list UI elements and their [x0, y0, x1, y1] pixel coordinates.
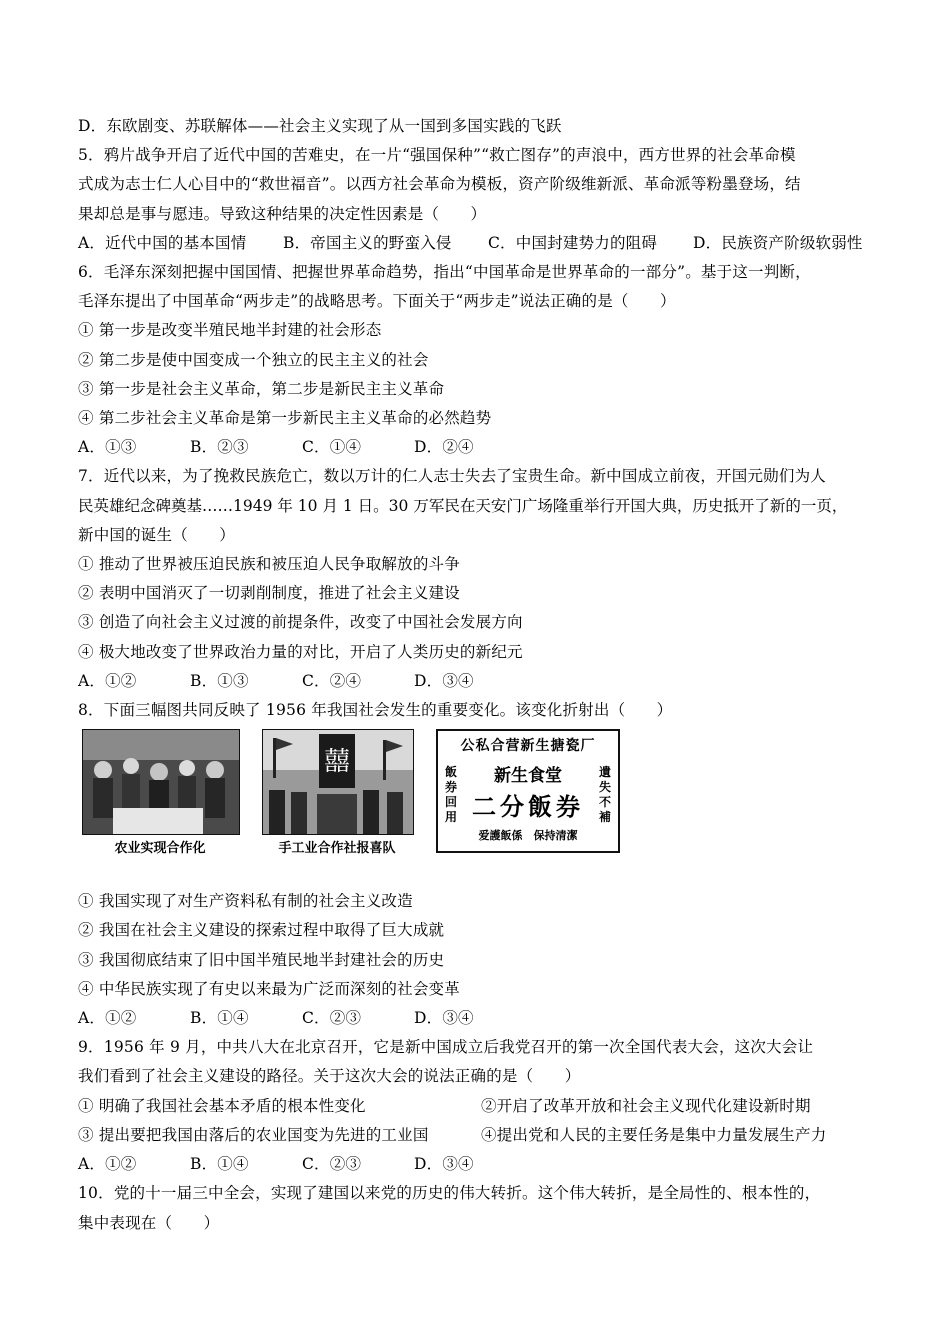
q6-item-2: ② 第二步是使中国变成一个独立的民主主义的社会	[78, 350, 429, 369]
q7-item-2: ② 表明中国消灭了一切剥削制度，推进了社会主义建设	[78, 584, 460, 603]
coupon-value: 二分飯券	[472, 792, 584, 822]
q5-option-b[interactable]: B．帝国主义的野蛮入侵	[283, 233, 452, 252]
q7-option-c[interactable]: C．②④	[302, 671, 362, 690]
q8-item-3: ③ 我国彻底结束了旧中国半殖民地半封建社会的历史	[78, 950, 445, 969]
q7-stem-line2: 民英雄纪念碑奠基……1949 年 10 月 1 日。30 万军民在天安门广场隆重举行开国大典，历史抵开了新的一页，	[78, 496, 848, 515]
q9-item-3: ③ 提出要把我国由落后的农业国变为先进的工业国	[78, 1125, 429, 1144]
coupon-right-text: 遺失不補	[598, 765, 611, 825]
q8-option-b[interactable]: B．①④	[190, 1009, 249, 1028]
q7-stem-line1: 7．近代以来，为了挽救民族危亡，数以万计的仁人志士失去了宝贵生命。新中国成立前夜，开国元勋们为人	[78, 467, 826, 486]
q8-item-2: ② 我国在社会主义建设的探索过程中取得了巨大成就	[78, 921, 445, 940]
q6-stem-line1: 6．毛泽东深刻把握中国国情、把握世界革命趋势，指出“中国革命是世界革命的一部分”。基于这一判断，	[78, 263, 811, 282]
q6-item-3: ③ 第一步是社会主义革命，第二步是新民主主义革命	[78, 379, 445, 398]
q6-item-4: ④ 第二步社会主义革命是第一步新民主主义革命的必然趋势	[78, 409, 492, 428]
q5-stem-line3: 果却总是事与愿违。导致这种结果的决定性因素是（ ）	[78, 204, 487, 223]
q7-options	[78, 667, 878, 696]
q5-stem-line2: 式成为志士仁人心目中的“救世福音”。以西方社会革命为模板，资产阶级维新派、革命派等粉墨登场，结	[78, 175, 801, 194]
q9-item-1: ① 明确了我国社会基本矛盾的根本性变化	[78, 1096, 366, 1115]
q9-item-4: ④提出党和人民的主要任务是集中力量发展生产力	[481, 1125, 827, 1144]
q8-item-1: ① 我国实现了对生产资料私有制的社会主义改造	[78, 892, 413, 911]
coupon-title: 新生食堂	[494, 766, 562, 787]
q6-option-c[interactable]: C．①④	[302, 438, 362, 457]
meal-coupon	[436, 729, 620, 853]
agriculture-photo-art	[83, 730, 239, 834]
q5-stem-line1: 5．鸦片战争开启了近代中国的苦难史，在一片“强国保种”“救亡图存”的声浪中，西方世界的社会革命模	[78, 146, 796, 165]
agriculture-photo	[82, 729, 240, 835]
q7-option-a[interactable]: A．①②	[78, 671, 137, 690]
q9-option-c[interactable]: C．②③	[302, 1155, 362, 1174]
coupon-left-text: 飯券回用	[444, 765, 457, 825]
exam-page	[78, 112, 878, 1238]
q8-option-c[interactable]: C．②③	[302, 1009, 362, 1028]
q8-option-d[interactable]: D．③④	[414, 1009, 474, 1028]
q5-option-d[interactable]: D．民族资产阶级软弱性	[693, 233, 863, 252]
q9-option-d[interactable]: D．③④	[414, 1155, 474, 1174]
handicraft-photo	[262, 729, 414, 835]
q5-option-a[interactable]: A．近代中国的基本国情	[78, 233, 247, 252]
q9-stem-line2: 我们看到了社会主义建设的路径。关于这次大会的说法正确的是（ ）	[78, 1067, 581, 1086]
q10-stem-line1: 10．党的十一届三中全会，实现了建国以来党的历史的伟大转折。这个伟大转折，是全局性的、根本性的，	[78, 1184, 821, 1203]
q8-stem: 8．下面三幅图共同反映了 1956 年我国社会发生的重要变化。该变化折射出（ ）	[78, 701, 673, 720]
q9-items-row1	[78, 1092, 878, 1121]
q7-option-b[interactable]: B．①③	[190, 671, 249, 690]
q9-items-row2	[78, 1121, 878, 1150]
q5-option-c[interactable]: C．中国封建势力的阻碍	[488, 233, 658, 252]
q9-option-b[interactable]: B．①④	[190, 1155, 249, 1174]
q9-option-a[interactable]: A．①②	[78, 1155, 137, 1174]
q9-stem-line1: 9．1956 年 9 月，中共八大在北京召开，它是新中国成立后我党召开的第一次全国代表大会，这次大会让	[78, 1038, 814, 1057]
caption-agriculture: 农业实现合作化	[114, 841, 206, 857]
q7-item-4: ④ 极大地改变了世界政治力量的对比，开启了人类历史的新纪元	[78, 642, 523, 661]
q8-option-a[interactable]: A．①②	[78, 1009, 137, 1028]
q9-options	[78, 1150, 878, 1179]
q8-options	[78, 1004, 878, 1033]
caption-handicraft: 手工业合作社报喜队	[278, 841, 396, 857]
coupon-footer: 爱護飯係 保持清潔	[478, 829, 578, 843]
q6-option-a[interactable]: A．①③	[78, 438, 137, 457]
banner-char: 囍	[323, 747, 351, 778]
q7-item-1: ① 推动了世界被压迫民族和被压迫人民争取解放的斗争	[78, 555, 460, 574]
q9-item-2: ②开启了改革开放和社会主义现代化建设新时期	[481, 1096, 811, 1115]
q4-option-d: D．东欧剧变、苏联解体——社会主义实现了从一国到多国实践的飞跃	[78, 117, 562, 135]
q6-option-b[interactable]: B．②③	[190, 438, 249, 457]
q8-figures	[78, 729, 878, 881]
q10-stem-line2: 集中表现在（ ）	[78, 1213, 220, 1232]
q6-option-d[interactable]: D．②④	[414, 438, 474, 457]
handicraft-photo-art	[263, 730, 413, 834]
q6-item-1: ① 第一步是改变半殖民地半封建的社会形态	[78, 321, 382, 340]
q7-option-d[interactable]: D．③④	[414, 671, 474, 690]
figure-agriculture	[82, 729, 240, 856]
q6-options	[78, 433, 878, 462]
figure-handicraft	[262, 729, 414, 856]
q7-item-3: ③ 创造了向社会主义过渡的前提条件，改变了中国社会发展方向	[78, 613, 523, 632]
q5-options	[78, 229, 878, 258]
q6-stem-line2: 毛泽东提出了中国革命“两步走”的战略思考。下面关于“两步走”说法正确的是（ ）	[78, 292, 676, 311]
q8-item-4: ④ 中华民族实现了有史以来最为广泛而深刻的社会变革	[78, 979, 460, 998]
q7-stem-line3: 新中国的诞生（ ）	[78, 525, 236, 544]
coupon-header: 公私合营新生搪瓷厂	[460, 738, 596, 755]
